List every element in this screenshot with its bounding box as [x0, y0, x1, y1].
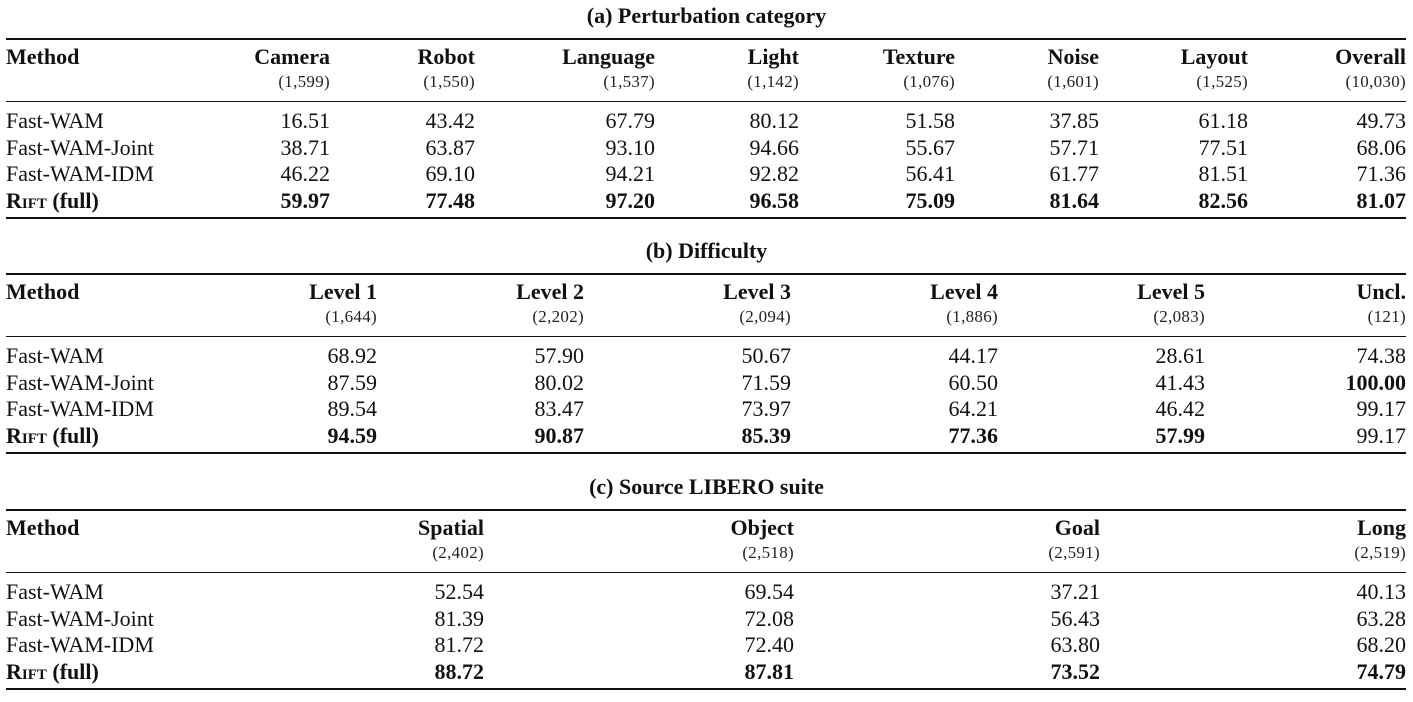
value-cell: 46.22	[280, 161, 330, 186]
table-caption: (a) Perturbation category	[586, 3, 827, 28]
value-cell: 89.54	[327, 396, 377, 421]
value-cell: 100.00	[1345, 369, 1406, 395]
value-cell: 55.67	[905, 134, 955, 160]
value-cell: 56.43	[1050, 605, 1100, 631]
value-cell: 81.72	[434, 632, 484, 657]
method-cell: Rift (full)	[6, 658, 99, 684]
value-cell: 60.50	[948, 369, 998, 395]
perturbation-category-table	[6, 38, 1406, 219]
value-cell: 63.80	[1050, 632, 1100, 657]
value-cell: 51.58	[905, 108, 955, 133]
value-cell: 83.47	[534, 396, 584, 421]
value-cell: 16.51	[280, 108, 330, 133]
value-cell: 74.79	[1356, 658, 1406, 684]
method-cell: Rift (full)	[6, 422, 99, 448]
value-cell: 50.67	[741, 343, 791, 368]
column-header-level-5: Level 5 (2,083)	[1137, 279, 1205, 326]
column-header-noise: Noise (1,601)	[1047, 44, 1099, 91]
value-cell: 94.59	[327, 422, 377, 448]
column-header-long: Long (2,519)	[1354, 515, 1406, 562]
column-header-layout: Layout (1,525)	[1180, 44, 1248, 91]
value-cell: 75.09	[905, 187, 955, 213]
value-cell: 44.17	[948, 343, 998, 368]
method-cell: Fast-WAM-Joint	[6, 605, 154, 631]
value-cell: 87.59	[327, 369, 377, 395]
column-header-language: Language (1,537)	[562, 44, 655, 91]
value-cell: 82.56	[1198, 187, 1248, 213]
column-header-level-4: Level 4 (1,886)	[930, 279, 998, 326]
table-row	[6, 396, 1406, 423]
value-cell: 72.08	[744, 605, 794, 631]
column-header-camera: Camera (1,599)	[254, 44, 330, 91]
method-cell: Fast-WAM-IDM	[6, 396, 154, 421]
column-header-level-1: Level 1 (1,644)	[309, 279, 377, 326]
column-header-goal: Goal (2,591)	[1048, 515, 1100, 562]
value-cell: 96.58	[749, 187, 799, 213]
table-row	[6, 606, 1406, 633]
table-caption: (b) Difficulty	[645, 238, 768, 263]
value-cell: 80.02	[534, 369, 584, 395]
method-cell: Fast-WAM	[6, 579, 104, 604]
value-cell: 81.64	[1049, 187, 1099, 213]
table-row	[6, 337, 1406, 370]
value-cell: 56.41	[905, 161, 955, 186]
method-cell: Fast-WAM-Joint	[6, 134, 154, 160]
column-header-overall: Overall (10,030)	[1335, 44, 1406, 91]
value-cell: 73.97	[741, 396, 791, 421]
value-cell: 74.38	[1356, 343, 1406, 368]
value-cell: 68.92	[327, 343, 377, 368]
table-row	[6, 659, 1406, 690]
method-cell: Fast-WAM-IDM	[6, 161, 154, 186]
value-cell: 81.39	[434, 605, 484, 631]
value-cell: 57.90	[534, 343, 584, 368]
value-cell: 94.66	[749, 134, 799, 160]
value-cell: 77.36	[948, 422, 998, 448]
method-cell: Fast-WAM-IDM	[6, 632, 154, 657]
source-libero-suite-table	[6, 509, 1406, 690]
table-row	[6, 188, 1406, 219]
value-cell: 88.72	[434, 658, 484, 684]
value-cell: 94.21	[605, 161, 655, 186]
method-cell: Fast-WAM	[6, 108, 104, 133]
value-cell: 72.40	[744, 632, 794, 657]
perturbation-category-section	[0, 3, 1413, 219]
difficulty-table	[6, 273, 1406, 454]
value-cell: 63.87	[425, 134, 475, 160]
value-cell: 97.20	[605, 187, 655, 213]
value-cell: 64.21	[948, 396, 998, 421]
value-cell: 77.51	[1198, 134, 1248, 160]
value-cell: 81.07	[1356, 187, 1406, 213]
table-row	[6, 370, 1406, 397]
value-cell: 93.10	[605, 134, 655, 160]
value-cell: 61.18	[1198, 108, 1248, 133]
value-cell: 90.87	[534, 422, 584, 448]
column-header-level-3: Level 3 (2,094)	[723, 279, 791, 326]
value-cell: 68.20	[1356, 632, 1406, 657]
value-cell: 77.48	[425, 187, 475, 213]
difficulty-section	[0, 238, 1413, 454]
method-header: Method	[6, 44, 80, 69]
value-cell: 49.73	[1356, 108, 1406, 133]
value-cell: 99.17	[1356, 422, 1406, 448]
value-cell: 71.36	[1356, 161, 1406, 186]
value-cell: 73.52	[1050, 658, 1100, 684]
column-header-robot: Robot (1,550)	[417, 44, 475, 91]
table-row	[6, 102, 1406, 135]
source-libero-suite-section	[0, 474, 1413, 690]
column-header-spatial: Spatial (2,402)	[417, 515, 484, 562]
value-cell: 61.77	[1049, 161, 1099, 186]
value-cell: 92.82	[749, 161, 799, 186]
column-header-texture: Texture (1,076)	[882, 44, 955, 91]
method-header: Method	[6, 515, 80, 540]
value-cell: 69.10	[425, 161, 475, 186]
value-cell: 52.54	[434, 579, 484, 604]
value-cell: 57.99	[1155, 422, 1205, 448]
method-cell: Fast-WAM	[6, 343, 104, 368]
table-row	[6, 423, 1406, 454]
method-cell: Fast-WAM-Joint	[6, 369, 154, 395]
value-cell: 43.42	[425, 108, 475, 133]
value-cell: 81.51	[1198, 161, 1248, 186]
value-cell: 85.39	[741, 422, 791, 448]
value-cell: 38.71	[280, 134, 330, 160]
column-header-object: Object (2,518)	[730, 515, 794, 562]
value-cell: 59.97	[280, 187, 330, 213]
value-cell: 99.17	[1356, 396, 1406, 421]
table-caption: (c) Source LIBERO suite	[589, 474, 824, 499]
value-cell: 71.59	[741, 369, 791, 395]
table-row	[6, 573, 1406, 606]
value-cell: 46.42	[1155, 396, 1205, 421]
value-cell: 37.21	[1050, 579, 1100, 604]
method-header: Method	[6, 279, 80, 304]
value-cell: 87.81	[744, 658, 794, 684]
value-cell: 57.71	[1049, 134, 1099, 160]
value-cell: 69.54	[744, 579, 794, 604]
value-cell: 68.06	[1356, 134, 1406, 160]
value-cell: 28.61	[1155, 343, 1205, 368]
value-cell: 41.43	[1155, 369, 1205, 395]
value-cell: 67.79	[605, 108, 655, 133]
value-cell: 37.85	[1049, 108, 1099, 133]
value-cell: 63.28	[1356, 605, 1406, 631]
column-header-unclassified: Uncl. (121)	[1356, 279, 1406, 326]
table-row	[6, 632, 1406, 659]
method-cell: Rift (full)	[6, 187, 99, 213]
column-header-light: Light (1,142)	[747, 44, 799, 91]
table-row	[6, 135, 1406, 162]
value-cell: 80.12	[749, 108, 799, 133]
value-cell: 40.13	[1356, 579, 1406, 604]
column-header-level-2: Level 2 (2,202)	[516, 279, 584, 326]
table-row	[6, 161, 1406, 188]
